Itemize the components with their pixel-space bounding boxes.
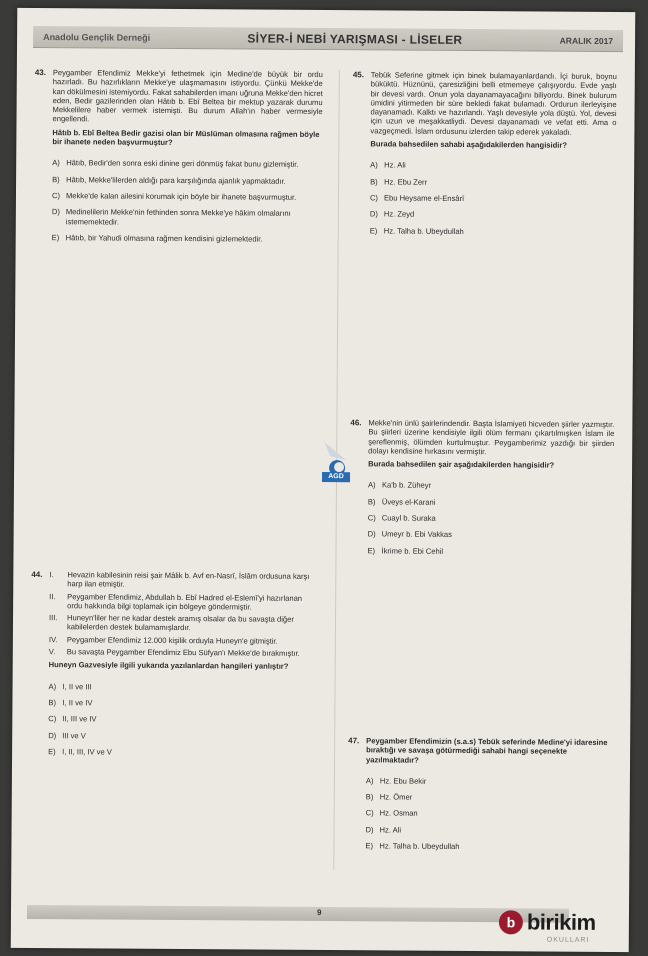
option-text: Hâtıb, Bedir'den sonra eski dinine geri dönmüş fakat bunu gizlemiştir. bbox=[66, 158, 299, 170]
option-text: Mekke'de kalan ailesini korumak için böyle bir ihanete başvurmuştur. bbox=[65, 191, 297, 202]
option-e[interactable] bbox=[367, 546, 613, 557]
question-number: 44. bbox=[31, 569, 43, 580]
answer-options bbox=[52, 158, 323, 244]
option-text: Hâtıb, Mekke'lilerden aldığı para karşılığında ajanlık yapmaktadır. bbox=[66, 174, 286, 186]
option-c[interactable] bbox=[368, 513, 614, 524]
option-key: C) bbox=[367, 513, 376, 523]
statement-key: II. bbox=[49, 591, 56, 601]
page-number: 9 bbox=[316, 907, 322, 917]
option-text: II, III ve IV bbox=[62, 714, 97, 724]
option-text: Üveys el-Karani bbox=[381, 497, 436, 507]
option-key: C) bbox=[365, 808, 374, 818]
option-text: Ka'b b. Züheyr bbox=[381, 480, 432, 491]
option-c[interactable] bbox=[366, 809, 612, 820]
question-text: Mekke'nin ünlü şairlerindendir. Başta İslamiyeti hicveden şiirler yazmıştır. Bu şiirleri üzerine kendisiyle ilgili ölüm fermanı çıkartılmışken İslam ile şereflenmiş, ölümden kurtulmuştur. Peygamberimiz yazdığı bir şiirden dolayı kendisine hırkasını vermiştir. bbox=[368, 418, 615, 457]
option-e[interactable] bbox=[48, 747, 318, 758]
option-key: C) bbox=[369, 193, 379, 203]
question-text: Tebük Seferine gitmek için binek bulamayanlardandı. İçi buruk, boynu büküktü. Hüznünü, çaresizliğini belli etmemeye çalışıyordu. Evde yaşlı bir devesi vardı. Onun yola dayanamayacağını biliyordu. Binek bulurum ümidini yitirmeden bir süre bekledi fakat bulamadı. Ordurun ilerleyişine dayanamadı. Kalktı ve hazırlandı. Yaşlı devesiyle yola düştü. Yol, devesi için uzun ve meşakkatliydi. Devesi dayanamadı ve vefat etti. Ama o vazgeçmedi. İslam ordusunu izlerden takip ederek yakaladı. bbox=[370, 70, 617, 137]
option-text: I, II ve IV bbox=[62, 698, 93, 708]
answer-options bbox=[370, 161, 617, 237]
answer-options bbox=[365, 776, 612, 852]
option-key: D) bbox=[369, 209, 378, 219]
option-d[interactable] bbox=[48, 731, 318, 742]
statement-list bbox=[49, 570, 320, 658]
option-text: Ebu Heysame el-Ensârî bbox=[383, 193, 465, 203]
option-text: Hz. Osman bbox=[379, 808, 418, 819]
question-47 bbox=[348, 736, 612, 859]
option-text: İkrime b. Ebi Cehil bbox=[381, 546, 444, 556]
option-key: A) bbox=[367, 480, 376, 490]
question-number: 43. bbox=[34, 67, 46, 78]
option-text: Umeyr b. Ebi Vakkas bbox=[381, 529, 452, 540]
option-text: Hz. Talha b. Ubeydullah bbox=[379, 841, 460, 852]
option-key: D) bbox=[365, 825, 374, 835]
exam-title: SİYER-İ NEBİ YARIŞMASI - LİSELER bbox=[247, 30, 463, 47]
option-b[interactable] bbox=[370, 177, 616, 188]
option-d[interactable] bbox=[368, 530, 614, 541]
statement-key: V. bbox=[48, 647, 56, 657]
page-header bbox=[33, 26, 623, 52]
statement-text: Peygamber Efendimiz, Abdullah b. Ebî Hadred el-Eslemî'yi hazırlanan ordu hakkında bilgi toplamak için bölgeye göndermiştir. bbox=[67, 591, 303, 612]
statement-item bbox=[49, 570, 319, 590]
option-key: C) bbox=[48, 714, 57, 724]
option-b[interactable] bbox=[48, 698, 318, 709]
brand-name: birikim bbox=[526, 909, 596, 935]
option-key: B) bbox=[52, 174, 60, 184]
statement-item bbox=[49, 635, 319, 646]
statement-key: IV. bbox=[48, 634, 58, 644]
question-44 bbox=[31, 569, 319, 765]
option-key: D) bbox=[48, 730, 57, 740]
option-key: B) bbox=[367, 497, 376, 507]
option-text: Hz. Talha b. Ubeydullah bbox=[383, 225, 464, 236]
footer-band bbox=[27, 905, 569, 923]
option-text: I, II ve III bbox=[62, 681, 92, 692]
question-45 bbox=[352, 70, 617, 244]
statement-item bbox=[49, 592, 319, 612]
option-text: Hz. Ali bbox=[379, 825, 402, 835]
option-key: E) bbox=[369, 225, 378, 235]
brand-subtitle: OKULLARI bbox=[546, 936, 590, 944]
option-key: E) bbox=[51, 232, 60, 243]
option-a[interactable] bbox=[366, 776, 612, 787]
answer-options bbox=[48, 682, 319, 758]
option-text: III ve V bbox=[62, 730, 86, 740]
option-a[interactable] bbox=[370, 161, 616, 172]
agd-logo-label: AGD bbox=[322, 472, 350, 482]
option-key: D) bbox=[51, 207, 60, 217]
option-key: E) bbox=[48, 746, 56, 756]
option-key: E) bbox=[365, 841, 374, 851]
option-e[interactable] bbox=[370, 226, 616, 237]
question-number: 46. bbox=[350, 418, 362, 428]
option-key: B) bbox=[370, 176, 378, 187]
option-c[interactable] bbox=[52, 191, 322, 202]
option-key: E) bbox=[367, 545, 376, 556]
option-e[interactable] bbox=[52, 233, 322, 244]
statement-item bbox=[49, 647, 319, 658]
option-b[interactable] bbox=[366, 792, 612, 803]
option-b[interactable] bbox=[52, 175, 322, 186]
answer-options bbox=[367, 481, 614, 557]
statement-text: Hevazin kabilesinin reisi şair Mâlik b. Avf en-Nasrî, İslâm ordusuna karşı harp ilan etmiştir. bbox=[67, 570, 310, 589]
option-key: A) bbox=[48, 681, 57, 691]
option-d[interactable] bbox=[370, 210, 616, 221]
option-key: B) bbox=[48, 698, 57, 708]
brand-emblem-icon: b bbox=[499, 910, 523, 934]
option-text: Hz. Ebu Zerr bbox=[384, 177, 428, 187]
option-a[interactable] bbox=[49, 682, 319, 693]
option-key: C) bbox=[51, 191, 61, 201]
option-a[interactable] bbox=[52, 158, 322, 169]
option-text: Hz. Ömer bbox=[379, 792, 413, 802]
option-text: Hâtıb, bir Yahudi olmasına rağmen kendisini gizlemektedir. bbox=[65, 233, 263, 244]
option-key: A) bbox=[370, 160, 378, 170]
question-46 bbox=[350, 418, 615, 564]
statement-text: Peygamber Efendimiz 12.000 kişilik orduyla Huneyn'e gitmiştir. bbox=[66, 634, 278, 646]
statement-text: Bu savaşta Peygamber Efendimiz Ebu Süfyan'ı Mekke'de bırakmıştır. bbox=[66, 647, 300, 658]
question-prompt: Burada bahsedilen sahabi aşağıdakilerden hangisidir? bbox=[370, 139, 568, 150]
question-prompt: Peygamber Efendimizin (s.a.s) Tebük seferinde Medine'yi idaresine bıraktığı ve savaşa götürmediği sahabi hangi seçenekte yazılmaktadır? bbox=[366, 736, 608, 765]
option-d[interactable] bbox=[52, 207, 322, 227]
option-text: Medinelilerin Mekke'nin fethinden sonra Mekke'ye hâkim olmalarını istememektedir. bbox=[65, 207, 291, 227]
option-key: A) bbox=[365, 776, 374, 786]
organization-name: Anadolu Gençlik Derneği bbox=[43, 31, 151, 43]
option-text: Cuayl b. Suraka bbox=[381, 513, 436, 523]
option-key: D) bbox=[367, 529, 376, 539]
option-c[interactable] bbox=[370, 193, 616, 204]
question-43 bbox=[34, 67, 323, 251]
brand-logo bbox=[499, 909, 596, 936]
option-e[interactable] bbox=[365, 841, 611, 852]
question-prompt: Hâtıb b. Ebî Beltea Bedir gazisi olan bir Müslüman olmasına rağmen böyle bir ihanete neden başvurmuştur? bbox=[52, 127, 320, 148]
question-prompt: Burada bahsedilen şair aşağıdakilerden hangisidir? bbox=[368, 459, 555, 470]
exam-page bbox=[11, 8, 636, 952]
option-a[interactable] bbox=[368, 481, 614, 492]
option-text: I, II, III, IV ve V bbox=[62, 747, 112, 757]
option-c[interactable] bbox=[48, 714, 318, 725]
option-text: Hz. Zeyd bbox=[383, 209, 415, 219]
option-d[interactable] bbox=[366, 825, 612, 836]
statement-key: III. bbox=[49, 613, 58, 623]
question-number: 45. bbox=[352, 70, 364, 80]
exam-date: ARALIK 2017 bbox=[559, 35, 614, 46]
option-key: A) bbox=[52, 158, 60, 168]
statement-key: I. bbox=[49, 570, 54, 580]
question-number: 47. bbox=[348, 736, 360, 746]
option-text: Hz. Ali bbox=[384, 160, 406, 170]
option-key: B) bbox=[365, 792, 374, 802]
question-text: Peygamber Efendimiz Mekke'yi fethetmek için Medine'de büyük bir ordu hazırladı. Bu hazırlıkların Mekke'ye ulaşmamasını istiyordu. Çünkü Mekke'de kan dökülmesini istemiyordu. Fakat sahabilerden imanı uğruna Mekke'den hicret eden, Bedir gazilerinden olan Hâtıb b. Ebî Beltea bir mektup yazarak durumu Mekkelilere haber vermek istemişti. Bu durum Allah'ın haber vermesiyle engellendi. bbox=[52, 68, 323, 124]
question-prompt: Huneyn Gazvesiyle ilgili yukarıda yazılanlardan hangileri yanlıştır? bbox=[48, 660, 289, 672]
option-b[interactable] bbox=[368, 497, 614, 508]
option-text: Hz. Ebu Bekir bbox=[379, 776, 427, 786]
statement-item bbox=[49, 613, 319, 633]
statement-text: Huneyn'liler her ne kadar destek aramış olsalar da bu savaşta diğer kabilelerden destek bulamamışlardır. bbox=[66, 613, 294, 633]
